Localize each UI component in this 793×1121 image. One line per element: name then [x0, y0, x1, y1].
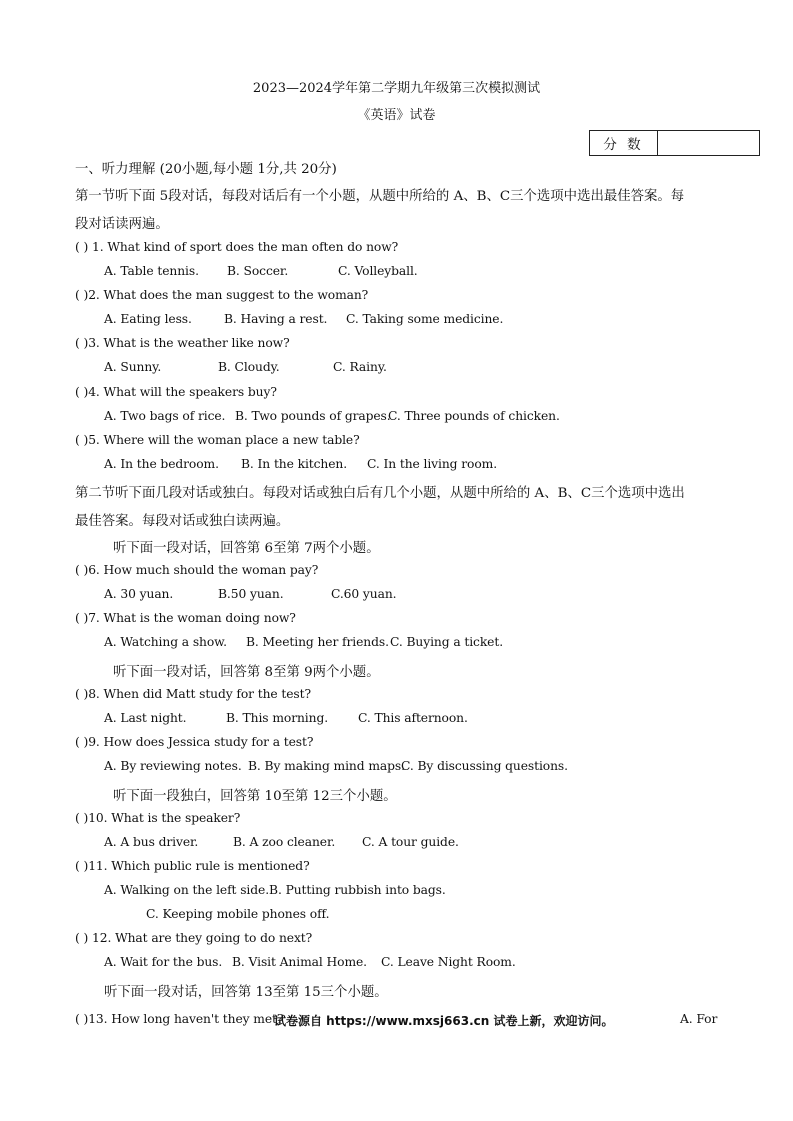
q9-option-c: C. By discussing questions.: [401, 759, 568, 773]
instruction-q13-15: 听下面一段对话，回答第 13至第 15三个小题。: [104, 985, 388, 1000]
instruction-q6-7: 听下面一段对话，回答第 6至第 7两个小题。: [113, 541, 380, 556]
q8-option-a: A. Last night.: [104, 711, 187, 725]
q4-option-a: A. Two bags of rice.: [104, 409, 226, 423]
instruction-q8-9: 听下面一段对话，回答第 8至第 9两个小题。: [113, 665, 380, 680]
score-label: 分 数: [590, 131, 658, 155]
instruction-q10-12: 听下面一段独白，回答第 10至第 12三个小题。: [113, 789, 397, 804]
q4-option-c: C. Three pounds of chicken.: [388, 409, 560, 423]
part1-instruction-line1: 第一节听下面 5段对话，每段对话后有一个小题，从题中所给的 A、B、C三个选项中选出最佳答案。每: [75, 189, 685, 204]
q11-options-ab: A. Walking on the left side.B. Putting rubbish into bags.: [104, 883, 446, 897]
question-11: ( )11. Which public rule is mentioned?: [75, 859, 310, 873]
exam-title: 2023—2024学年第二学期九年级第三次模拟测试: [252, 81, 541, 96]
question-4: ( )4. What will the speakers buy?: [75, 385, 277, 399]
question-3: ( )3. What is the weather like now?: [75, 336, 290, 350]
q12-option-a: A. Wait for the bus.: [104, 955, 223, 969]
q10-option-a: A. A bus driver.: [104, 835, 199, 849]
question-8: ( )8. When did Matt study for the test?: [75, 687, 311, 701]
q9-option-a: A. By reviewing notes.: [104, 759, 242, 773]
q13-option-a: A. For: [680, 1012, 718, 1026]
question-7: ( )7. What is the woman doing now?: [75, 611, 296, 625]
q3-option-b: B. Cloudy.: [218, 360, 280, 374]
question-6: ( )6. How much should the woman pay?: [75, 563, 319, 577]
q6-option-c: C.60 yuan.: [331, 587, 397, 601]
question-13: ( )13. How long haven't they met?: [75, 1012, 284, 1026]
question-5: ( )5. Where will the woman place a new table?: [75, 433, 360, 447]
q8-option-b: B. This morning.: [226, 711, 329, 725]
q11-option-c: C. Keeping mobile phones off.: [146, 907, 330, 921]
q5-option-a: A. In the bedroom.: [104, 457, 219, 471]
part1-instruction-line2: 段对话读两遍。: [75, 217, 169, 232]
q5-option-b: B. In the kitchen.: [241, 457, 348, 471]
q10-option-b: B. A zoo cleaner.: [233, 835, 336, 849]
q5-option-c: C. In the living room.: [367, 457, 498, 471]
q8-option-c: C. This afternoon.: [358, 711, 468, 725]
source-watermark-text: 试卷源自 https://www.mxsj663.cn 试卷上新，欢迎访问。: [274, 1014, 614, 1028]
q7-option-a: A. Watching a show.: [104, 635, 227, 649]
question-9: ( )9. How does Jessica study for a test?: [75, 735, 314, 749]
question-1: ( ) 1. What kind of sport does the man often do now?: [75, 240, 399, 254]
q1-option-a: A. Table tennis.: [104, 264, 199, 278]
q6-option-b: B.50 yuan.: [218, 587, 284, 601]
score-value[interactable]: [658, 131, 759, 155]
q7-option-c: C. Buying a ticket.: [390, 635, 504, 649]
part2-instruction-line2: 最佳答案。每段对话或独白读两遍。: [75, 514, 290, 529]
q4-option-b: B. Two pounds of grapes.: [235, 409, 391, 423]
q2-option-a: A. Eating less.: [104, 312, 192, 326]
q3-option-c: C. Rainy.: [333, 360, 387, 374]
q1-option-b: B. Soccer.: [227, 264, 289, 278]
question-12: ( ) 12. What are they going to do next?: [75, 931, 313, 945]
q3-option-a: A. Sunny.: [104, 360, 162, 374]
q12-option-c: C. Leave Night Room.: [381, 955, 516, 969]
q2-option-c: C. Taking some medicine.: [346, 312, 504, 326]
question-10: ( )10. What is the speaker?: [75, 811, 241, 825]
q1-option-c: C. Volleyball.: [338, 264, 418, 278]
part2-instruction-line1: 第二节听下面几段对话或独白。每段对话或独白后有几个小题，从题中所给的 A、B、C三个选项中选出: [75, 486, 685, 501]
exam-subtitle: 《英语》试卷: [357, 108, 436, 123]
section-heading: 一、听力理解 (20小题,每小题 1分,共 20分): [75, 162, 337, 177]
q9-option-b: B. By making mind maps.: [248, 759, 405, 773]
q6-option-a: A. 30 yuan.: [104, 587, 174, 601]
q10-option-c: C. A tour guide.: [362, 835, 459, 849]
score-box: [589, 130, 760, 156]
q7-option-b: B. Meeting her friends.: [246, 635, 389, 649]
question-2: ( )2. What does the man suggest to the woman?: [75, 288, 369, 302]
q12-option-b: B. Visit Animal Home.: [232, 955, 367, 969]
q2-option-b: B. Having a rest.: [224, 312, 328, 326]
